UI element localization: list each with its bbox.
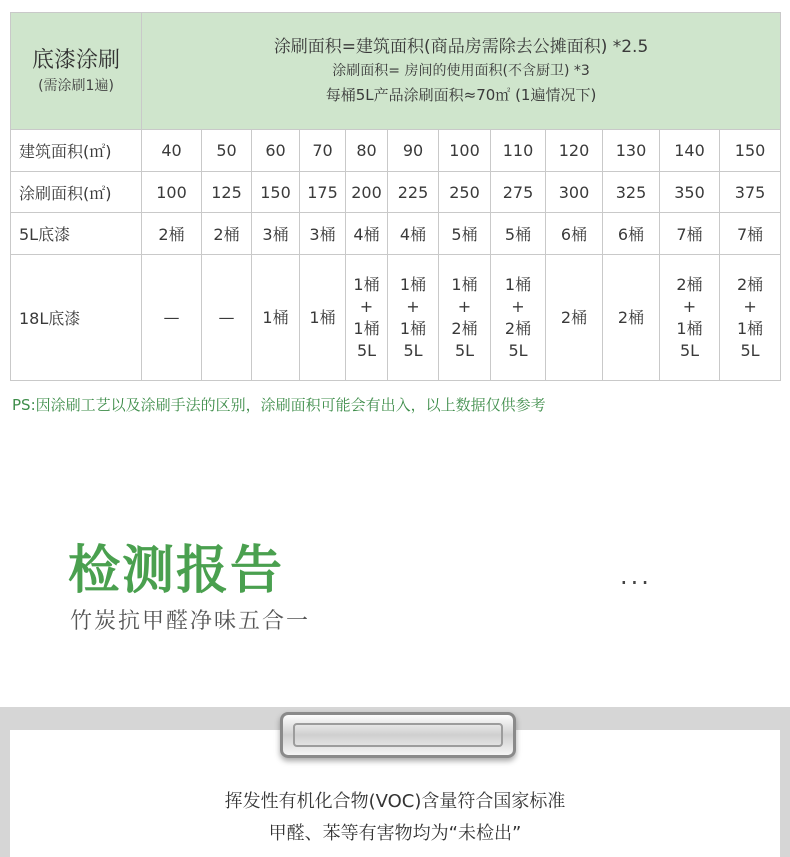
- table-cell: 3桶: [300, 213, 346, 255]
- cell-line: 1桶: [399, 318, 427, 338]
- card-line-formaldehyde: 甲醛、苯等有害物均为“未检出”: [268, 823, 522, 844]
- cell-line: +: [457, 296, 472, 316]
- row-label: 建筑面积(㎡): [11, 130, 142, 172]
- table-row: [11, 130, 781, 172]
- cell-line: 1桶: [504, 274, 532, 294]
- table-cell: 100: [142, 172, 202, 213]
- table-cell: [388, 255, 439, 381]
- cell-line: 1桶: [262, 307, 289, 327]
- cell-line: 5L: [740, 340, 760, 360]
- table-cell: [720, 255, 781, 381]
- table-cell: 60: [252, 130, 300, 172]
- cell-line: —: [163, 307, 180, 327]
- cell-line: 1桶: [736, 318, 764, 338]
- cell-line: 1桶: [309, 307, 336, 327]
- table-cell: 300: [546, 172, 603, 213]
- table-cell: 50: [202, 130, 252, 172]
- table-cell: 175: [300, 172, 346, 213]
- table-row: [11, 213, 781, 255]
- table-cell: [660, 255, 720, 381]
- table-cell: [603, 255, 660, 381]
- table-cell: 3桶: [252, 213, 300, 255]
- table-row: [11, 255, 781, 381]
- table-cell: [346, 255, 388, 381]
- table-cell: 7桶: [660, 213, 720, 255]
- table-cell: [546, 255, 603, 381]
- cell-line: 1桶: [353, 318, 380, 338]
- table-cell: 375: [720, 172, 781, 213]
- table-cell: 5桶: [491, 213, 546, 255]
- table-cell: 350: [660, 172, 720, 213]
- more-dots-icon: ...: [620, 562, 652, 590]
- coverage-table: [10, 12, 781, 381]
- table-cell: 6桶: [546, 213, 603, 255]
- table-cell: [491, 255, 546, 381]
- cell-line: 2桶: [617, 307, 645, 327]
- row-label: 5L底漆: [11, 213, 142, 255]
- cell-line: 5L: [403, 340, 423, 360]
- row-label: 18L底漆: [11, 255, 142, 381]
- table-cell: 125: [202, 172, 252, 213]
- table-cell: 7桶: [720, 213, 781, 255]
- cell-line: —: [218, 307, 235, 327]
- cell-line: +: [511, 296, 525, 316]
- table-cell: 6桶: [603, 213, 660, 255]
- table-cell: 225: [388, 172, 439, 213]
- table-title-cell: [11, 13, 142, 130]
- table-header-row: [11, 13, 781, 130]
- cell-line: 1桶: [353, 274, 380, 294]
- cell-line: 2桶: [451, 318, 478, 338]
- table-cell: 2桶: [142, 213, 202, 255]
- table-cell: 150: [720, 130, 781, 172]
- cell-line: 5L: [356, 340, 377, 360]
- cell-line: 1桶: [451, 274, 478, 294]
- table-cell: 200: [346, 172, 388, 213]
- table-cell: 250: [439, 172, 491, 213]
- table-cell: 5桶: [439, 213, 491, 255]
- table-cell: [252, 255, 300, 381]
- table-cell: 2桶: [202, 213, 252, 255]
- cell-line: 2桶: [676, 274, 703, 294]
- formula-3: 每桶5L产品涂刷面积≈70㎡ (1遍情况下): [325, 86, 597, 104]
- table-cell: [202, 255, 252, 381]
- cell-line: 5L: [679, 340, 700, 360]
- cell-line: +: [682, 296, 697, 316]
- ps-note: PS:因涂刷工艺以及涂刷手法的区别，涂刷面积可能会有出入，以上数据仅供参考: [12, 396, 546, 414]
- table-cell: 80: [346, 130, 388, 172]
- row-label: 涂刷面积(㎡): [11, 172, 142, 213]
- cell-line: 5L: [454, 340, 475, 360]
- cell-line: +: [359, 296, 374, 316]
- table-cell: 140: [660, 130, 720, 172]
- report-subtitle: 竹炭抗甲醛净味五合一: [70, 609, 311, 634]
- formula-cell: [142, 13, 781, 130]
- table-cell: 275: [491, 172, 546, 213]
- table-cell: 40: [142, 130, 202, 172]
- clipboard-clip-icon: [280, 712, 516, 758]
- cell-line: +: [743, 296, 757, 316]
- card-line-voc: 挥发性有机化合物(VOC)含量符合国家标准: [224, 791, 566, 812]
- table-subtitle: (需涂刷1遍): [38, 78, 114, 94]
- table-cell: 325: [603, 172, 660, 213]
- table-cell: 70: [300, 130, 346, 172]
- table-cell: 150: [252, 172, 300, 213]
- table-cell: 4桶: [346, 213, 388, 255]
- cell-line: 2桶: [504, 318, 532, 338]
- cell-line: 1桶: [399, 274, 427, 294]
- table-cell: 110: [491, 130, 546, 172]
- cell-line: 1桶: [676, 318, 703, 338]
- cell-line: 2桶: [560, 307, 588, 327]
- formula-1: 涂刷面积=建筑面积(商品房需除去公摊面积) *2.5: [273, 37, 649, 57]
- cell-line: +: [406, 296, 420, 316]
- table-cell: 120: [546, 130, 603, 172]
- table-row: [11, 172, 781, 213]
- table-cell: 100: [439, 130, 491, 172]
- table-cell: [300, 255, 346, 381]
- table-cell: [142, 255, 202, 381]
- table-cell: 130: [603, 130, 660, 172]
- table-cell: 90: [388, 130, 439, 172]
- cell-line: 5L: [508, 340, 528, 360]
- cell-line: 2桶: [736, 274, 764, 294]
- report-title: 检测报告: [68, 541, 285, 601]
- formula-2: 涂刷面积= 房间的使用面积(不含厨卫) *3: [332, 63, 590, 79]
- table-cell: 4桶: [388, 213, 439, 255]
- table-cell: [439, 255, 491, 381]
- table-title: 底漆涂刷: [31, 48, 120, 73]
